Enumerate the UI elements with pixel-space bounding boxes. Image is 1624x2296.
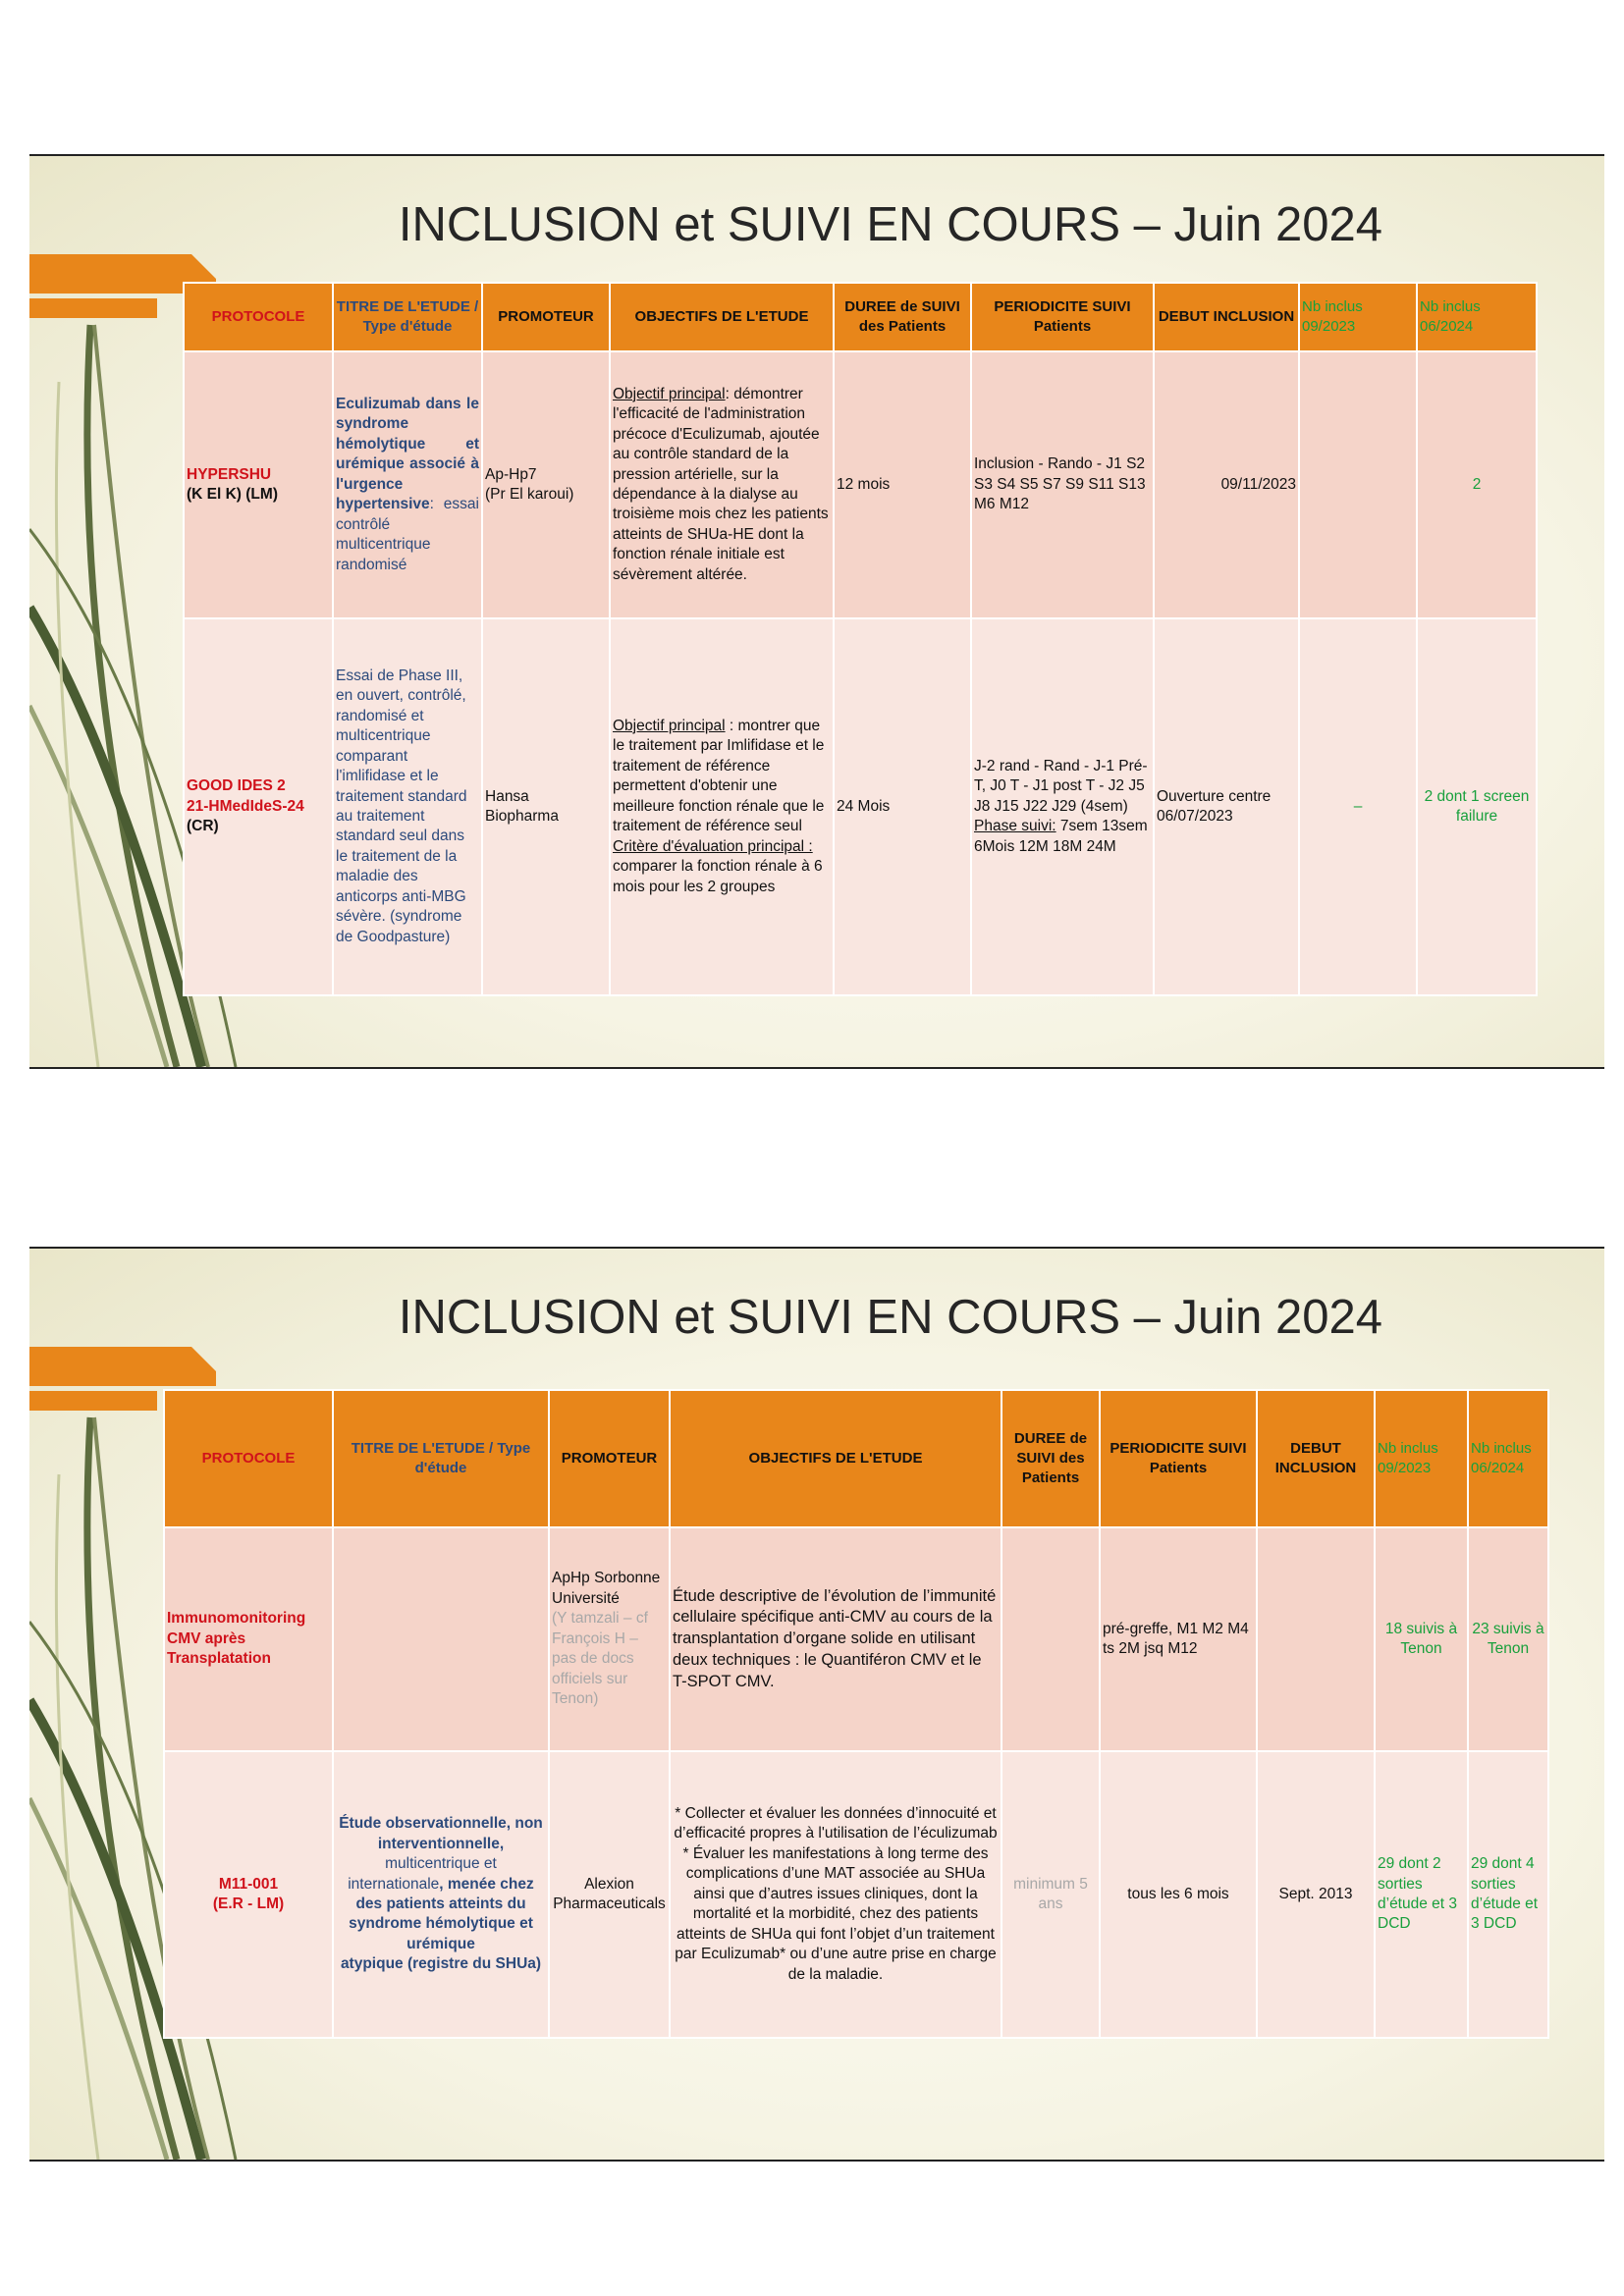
- table-row: [184, 618, 1537, 995]
- objective-text: : montrer que le traitement par Imlifidase et le traitement de référence permettent d'obtenir une meilleure fonction rénale que le traitement de référence seul: [613, 717, 825, 835]
- cell-nb-inclus-2024: 23 suivis à Tenon: [1468, 1527, 1548, 1751]
- header-periodicite: PERIODICITE SUIVI Patients: [1100, 1390, 1257, 1527]
- protocol-code: 21-HMedIdeS-24: [187, 797, 304, 815]
- cell-nb-inclus-2023: –: [1299, 618, 1417, 995]
- cell-titre: [333, 1751, 549, 2038]
- cell-objectifs: [610, 351, 834, 618]
- header-titre: TITRE DE L'ETUDE / Type d'étude: [333, 1390, 549, 1527]
- header-periodicite: PERIODICITE SUIVI Patients: [971, 283, 1154, 351]
- header-debut: DEBUT INCLUSION: [1154, 283, 1299, 351]
- header-nb-inclus-2024: Nb inclus 06/2024: [1468, 1390, 1548, 1527]
- study-scope: multicentrique et internationale: [348, 1855, 497, 1893]
- protocol-investigator: (CR): [187, 818, 219, 835]
- study-title: Eculizumab dans le syndrome hémolytique et urémique associé à l'urgence hypertensive: [336, 395, 479, 513]
- criterion-text: comparer la fonction rénale à 6 mois pour les 2 groupes: [613, 858, 823, 895]
- table-row: [184, 351, 1537, 618]
- cell-debut: [1257, 1527, 1375, 1751]
- table-row: [164, 1751, 1548, 2038]
- header-protocole: PROTOCOLE: [184, 283, 333, 351]
- protocol-name: M11-001: [218, 1875, 279, 1893]
- sponsor-contact: (Pr El karoui): [485, 486, 574, 503]
- cell-debut: Ouverture centre 06/07/2023: [1154, 618, 1299, 995]
- cell-titre: [333, 351, 482, 618]
- study-type: : essai contrôlé multicentrique randomisé: [336, 496, 479, 573]
- cell-nb-inclus-2024: 29 dont 4 sorties d’étude et 3 DCD: [1468, 1751, 1548, 2038]
- cell-nb-inclus-2023: 18 suivis à Tenon: [1375, 1527, 1468, 1751]
- schedule-text: J-2 rand - Rand - J-1 Pré-T, J0 T - J1 post T - J2 J5 J8 J15 J22 J29 (4sem): [974, 757, 1148, 815]
- followup-label: Phase suivi:: [974, 818, 1056, 835]
- cell-protocole: Immunomonitoring CMV après Transplatation: [164, 1527, 333, 1751]
- header-promoteur: PROMOTEUR: [549, 1390, 670, 1527]
- header-promoteur: PROMOTEUR: [482, 283, 610, 351]
- objective-2: * Évaluer les manifestations à long terme des complications d’une MAT associée au SHUa ainsi que d’autres issues cliniques, dont la mortalité et la morbidité, chez des patients atteints de SHUa qui font l’objet d’un traitement par Eculizumab* ou d’une autre prise en charge de la maladie.: [675, 1844, 997, 1983]
- cell-periodicite: tous les 6 mois: [1100, 1751, 1257, 2038]
- header-protocole: PROTOCOLE: [164, 1390, 333, 1527]
- header-nb-inclus-2023: Nb inclus 09/2023: [1375, 1390, 1468, 1527]
- header-debut: DEBUT INCLUSION: [1257, 1390, 1375, 1527]
- cell-nb-inclus-2023: [1299, 351, 1417, 618]
- header-duree: DUREE de SUIVI des Patients: [1001, 1390, 1100, 1527]
- cell-duree: 12 mois: [834, 351, 971, 618]
- header-titre: TITRE DE L'ETUDE / Type d'étude: [333, 283, 482, 351]
- objective-text: : démontrer l'efficacité de l'administration précoce d'Eculizumab, ajoutée au contrôle standard de la pression artérielle, sur la dépendance à la dialyse au troisième mois chez les patients atteints de SHUa-HE dont la fonction rénale initiale est sévèrement altérée.: [613, 385, 829, 583]
- slide-2: [29, 1247, 1604, 2162]
- sponsor-name: ApHp Sorbonne Université: [552, 1570, 661, 1607]
- objective-label: Objectif principal: [613, 717, 726, 734]
- cell-protocole: [184, 351, 333, 618]
- header-nb-inclus-2023: Nb inclus 09/2023: [1299, 283, 1417, 351]
- cell-periodicite: pré-greffe, M1 M2 M4 ts 2M jsq M12: [1100, 1527, 1257, 1751]
- cell-periodicite: Inclusion - Rando - J1 S2 S3 S4 S5 S7 S9 S11 S13 M6 M12: [971, 351, 1154, 618]
- study-title: Étude observationnelle, non interventionnelle,: [339, 1815, 543, 1852]
- header-nb-inclus-2024: Nb inclus 06/2024: [1417, 283, 1537, 351]
- study-table: [183, 282, 1538, 996]
- protocol-code: (E.R - LM): [212, 1896, 285, 1912]
- table-row: [164, 1527, 1548, 1751]
- slide-title: INCLUSION et SUIVI EN COURS – Juin 2024: [398, 1291, 1383, 1344]
- cell-promoteur: [549, 1527, 670, 1751]
- header-duree: DUREE de SUIVI des Patients: [834, 283, 971, 351]
- cell-duree: [1001, 1527, 1100, 1751]
- cell-promoteur: Alexion Pharmaceuticals: [549, 1751, 670, 2038]
- cell-titre: [333, 1527, 549, 1751]
- slide-1: [29, 154, 1604, 1069]
- slide-title: INCLUSION et SUIVI EN COURS – Juin 2024: [398, 198, 1383, 251]
- protocol-name: GOOD IDES 2: [187, 777, 286, 795]
- study-population: , menée chez des patients atteints du syndrome hémolytique et urémique: [349, 1875, 534, 1952]
- cell-objectifs: [670, 1751, 1001, 2038]
- protocol-name: HYPERSHU: [187, 465, 272, 483]
- objective-1: * Collecter et évaluer les données d’innocuité et d’efficacité propres à l'utilisation de l’éculizumab: [674, 1804, 998, 1842]
- cell-objectifs: [610, 618, 834, 995]
- cell-objectifs: Étude descriptive de l’évolution de l’immunité cellulaire spécifique anti-CMV au cours de la transplantation d’organe solide en utilisant deux techniques : le Quantiféron CMV et le T-SPOT CMV.: [670, 1527, 1001, 1751]
- cell-promoteur: Hansa Biopharma: [482, 618, 610, 995]
- cell-nb-inclus-2024: 2: [1417, 351, 1537, 618]
- cell-periodicite: [971, 618, 1154, 995]
- sponsor-name: Ap-Hp7: [485, 465, 537, 483]
- cell-protocole: [184, 618, 333, 995]
- header-objectifs: OBJECTIFS DE L'ETUDE: [610, 283, 834, 351]
- cell-protocole: [164, 1751, 333, 2038]
- cell-duree: minimum 5 ans: [1001, 1751, 1100, 2038]
- cell-nb-inclus-2023: 29 dont 2 sorties d’étude et 3 DCD: [1375, 1751, 1468, 2038]
- cell-nb-inclus-2024: 2 dont 1 screen failure: [1417, 618, 1537, 995]
- study-table: [163, 1389, 1549, 2039]
- objective-label: Objectif principal: [613, 385, 726, 402]
- criterion-label: Critère d'évaluation principal :: [613, 837, 813, 855]
- cell-debut: 09/11/2023: [1154, 351, 1299, 618]
- protocol-code: (K El K) (LM): [187, 486, 278, 503]
- cell-titre: Essai de Phase III, en ouvert, contrôlé, randomisé et multicentrique comparant l'imlifidase et le traitement standard au traitement standard seul dans le traitement de la maladie des anticorps anti-MBG sévère. (syndrome de Goodpasture): [333, 618, 482, 995]
- cell-debut: Sept. 2013: [1257, 1751, 1375, 2038]
- study-registry: atypique (registre du SHUa): [340, 1955, 542, 1973]
- cell-duree: 24 Mois: [834, 618, 971, 995]
- followup-text: 7sem 13sem 6Mois 12M 18M 24M: [974, 818, 1148, 855]
- cell-promoteur: [482, 351, 610, 618]
- sponsor-note: (Y tamzali – cf François H – pas de docs officiels sur Tenon): [552, 1610, 648, 1708]
- header-objectifs: OBJECTIFS DE L'ETUDE: [670, 1390, 1001, 1527]
